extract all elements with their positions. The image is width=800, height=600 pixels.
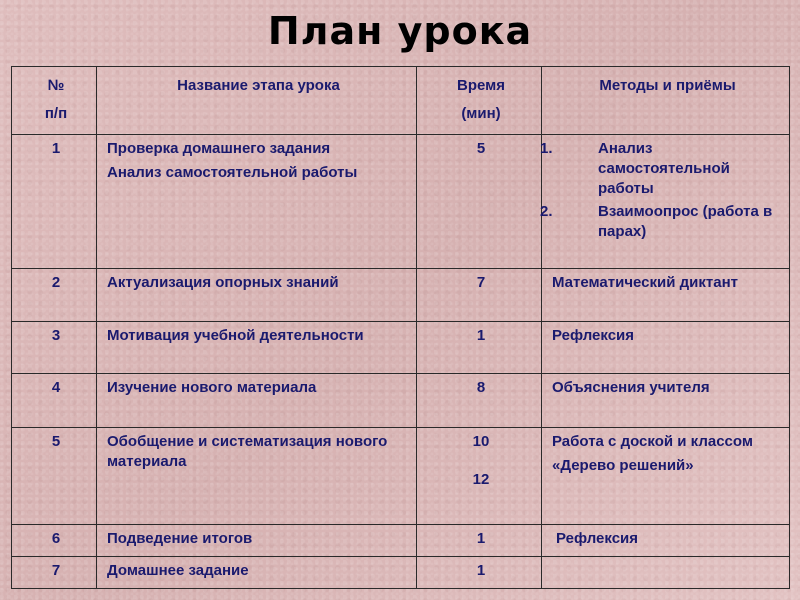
stage-cell <box>97 268 417 321</box>
stage-cell <box>97 525 417 557</box>
methods-cell <box>542 427 790 525</box>
method-text: Работа с доской и классом <box>552 432 753 450</box>
row-number: 6 <box>12 525 97 557</box>
slide-title: План урока <box>267 9 533 53</box>
methods-cell <box>542 525 790 557</box>
methods-list-item <box>540 139 783 199</box>
methods-cell <box>542 557 790 589</box>
time-cell: 1 <box>417 557 542 589</box>
header-methods: Методы и приёмы <box>542 67 790 135</box>
row-number: 5 <box>12 427 97 525</box>
list-marker: 1. <box>540 140 553 157</box>
row-number: 4 <box>12 374 97 427</box>
stage-text: Анализ самостоятельной работы <box>107 164 358 181</box>
header-num <box>12 67 97 135</box>
header-time <box>417 67 542 135</box>
method-text: Анализ самостоятельной работы <box>598 140 730 197</box>
method-text: Рефлексия <box>552 326 635 344</box>
method-text: «Дерево решений» <box>552 456 694 474</box>
time-cell: 7 <box>417 268 542 321</box>
table-row <box>12 321 790 373</box>
methods-cell <box>542 374 790 427</box>
method-text: Взаимоопрос (работа в парах) <box>598 203 773 240</box>
header-num-line1: № <box>47 77 65 94</box>
method-text: Рефлексия <box>556 530 639 548</box>
table-row <box>12 557 790 589</box>
table-row <box>12 268 790 321</box>
lesson-plan-table <box>11 66 790 589</box>
time-cell: 1 <box>417 525 542 557</box>
methods-cell <box>542 321 790 373</box>
method-text: Математический диктант <box>552 273 738 291</box>
header-time-line1: Время <box>457 77 505 94</box>
list-marker: 2. <box>540 203 553 220</box>
method-text: Объяснения учителя <box>552 379 710 397</box>
row-number: 1 <box>12 135 97 269</box>
row-number: 2 <box>12 268 97 321</box>
stage-text: Обобщение и систематизация нового материала <box>107 432 388 470</box>
time-cell <box>417 427 542 525</box>
methods-cell <box>542 135 790 269</box>
stage-cell <box>97 557 417 589</box>
table-row <box>12 135 790 269</box>
header-time-line2: (мин) <box>461 105 501 122</box>
row-number: 7 <box>12 557 97 589</box>
table-row <box>12 525 790 557</box>
stage-text: Изучение нового материала <box>107 379 317 397</box>
stage-cell <box>97 427 417 525</box>
methods-list <box>540 139 783 242</box>
table-row <box>12 374 790 427</box>
time-cell: 8 <box>417 374 542 427</box>
stage-cell <box>97 374 417 427</box>
stage-text: Актуализация опорных знаний <box>107 273 339 291</box>
methods-cell <box>542 268 790 321</box>
stage-cell <box>97 135 417 269</box>
stage-text: Мотивация учебной деятельности <box>107 326 364 344</box>
table-header-row <box>12 67 790 135</box>
time-value: 10 <box>472 432 490 450</box>
time-cell: 1 <box>417 321 542 373</box>
stage-cell <box>97 321 417 373</box>
methods-list-item <box>540 202 783 242</box>
time-cell: 5 <box>417 135 542 269</box>
row-number: 3 <box>12 321 97 373</box>
table-row <box>12 427 790 525</box>
stage-text: Проверка домашнего задания <box>107 140 331 157</box>
header-stage: Название этапа урока <box>97 67 417 135</box>
stage-text: Домашнее задание <box>107 562 249 580</box>
stage-text: Подведение итогов <box>107 530 253 548</box>
header-num-line2: п/п <box>44 105 68 122</box>
time-value: 12 <box>472 470 490 488</box>
